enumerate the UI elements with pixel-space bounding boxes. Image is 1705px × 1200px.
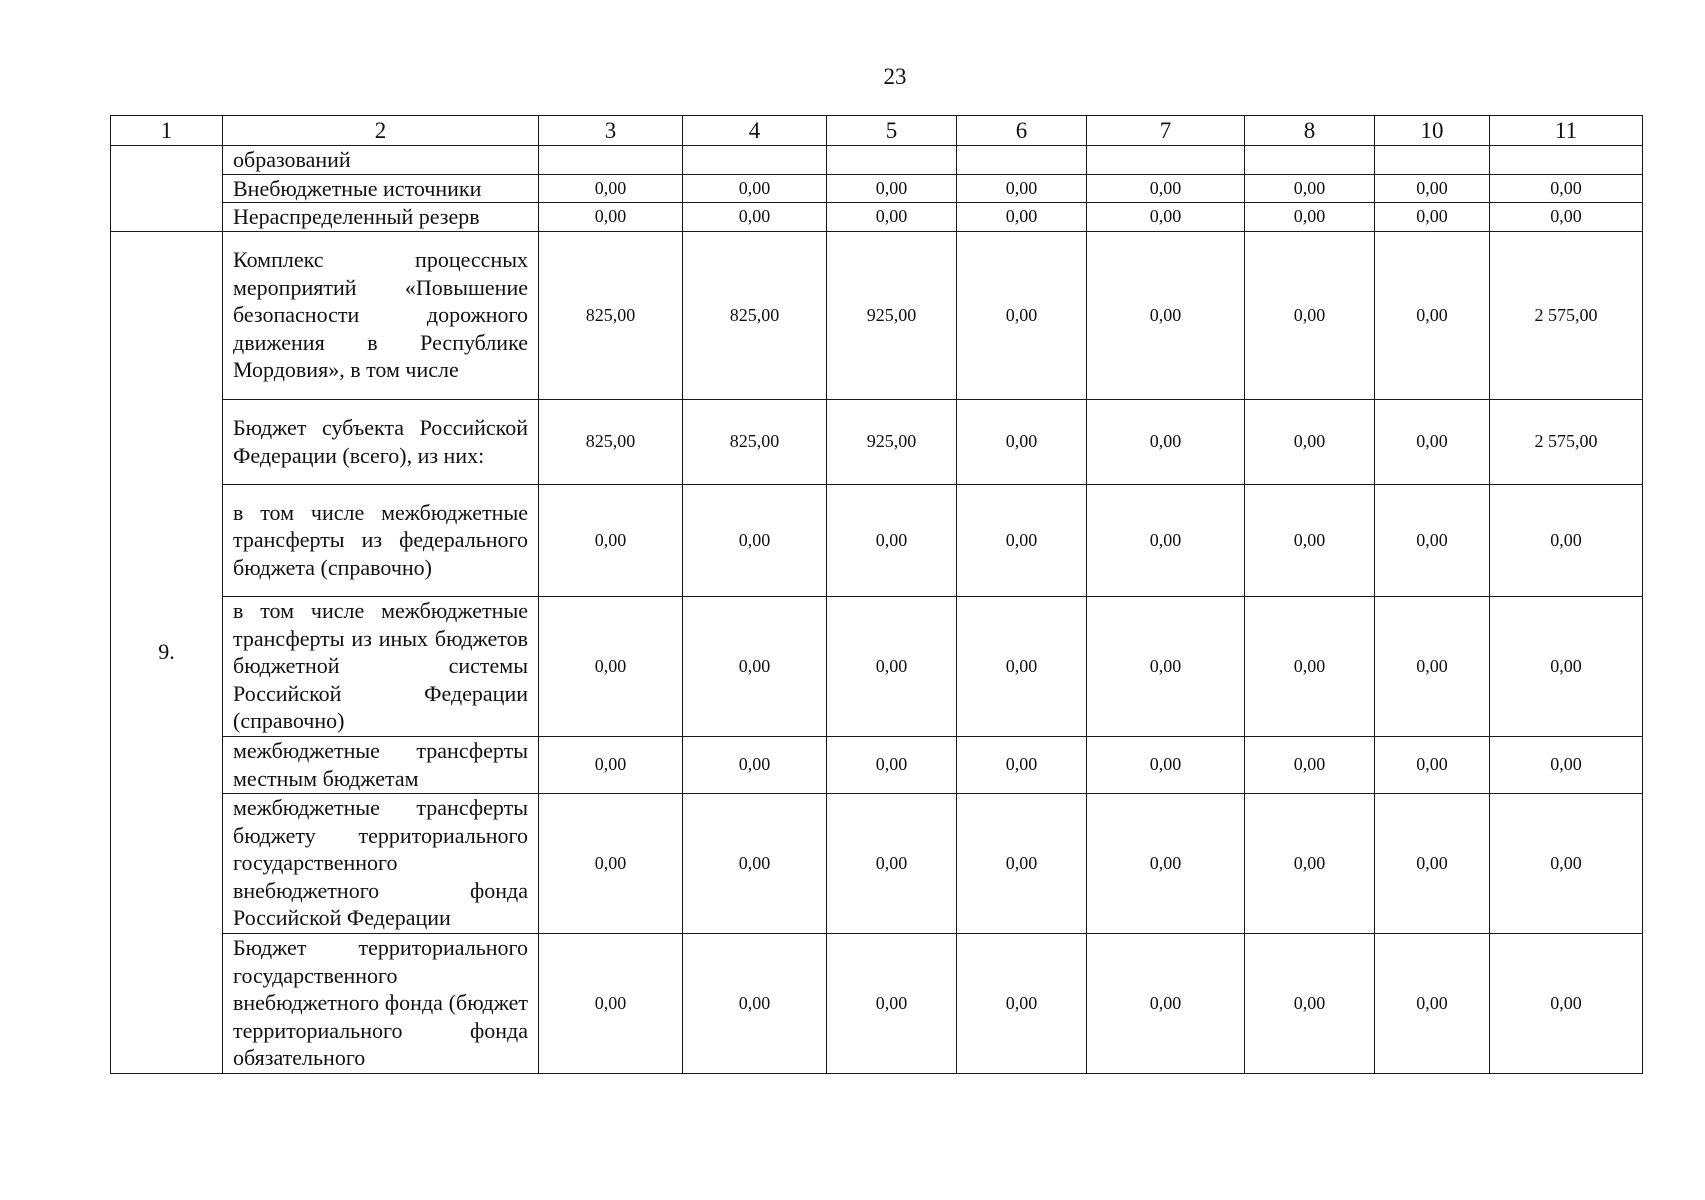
value-cell: 0,00: [539, 484, 683, 596]
value-cell: 0,00: [1087, 174, 1245, 203]
value-cell: 0,00: [683, 174, 827, 203]
value-cell: 825,00: [683, 399, 827, 484]
value-cell: 825,00: [539, 231, 683, 399]
table-row: [111, 793, 1643, 933]
value-cell: 0,00: [957, 203, 1087, 232]
row-name: в том числе межбюджетные трансферты из федерального бюджета (справочно): [223, 484, 539, 596]
value-cell: 0,00: [1245, 174, 1375, 203]
column-header: 4: [683, 116, 827, 146]
budget-table: [110, 115, 1643, 1074]
row-index: 9.: [111, 231, 223, 1073]
value-cell: 0,00: [539, 174, 683, 203]
value-cell: 0,00: [1375, 203, 1490, 232]
table-row: [111, 399, 1643, 484]
value-cell: 0,00: [827, 596, 957, 736]
value-cell: 0,00: [827, 174, 957, 203]
value-cell: 0,00: [683, 933, 827, 1073]
value-cell: 0,00: [1245, 793, 1375, 933]
value-cell: 0,00: [683, 736, 827, 793]
value-cell: 0,00: [957, 933, 1087, 1073]
value-cell: 0,00: [1087, 484, 1245, 596]
value-cell: 0,00: [1087, 596, 1245, 736]
table-row: [111, 174, 1643, 203]
header-row: [111, 116, 1643, 146]
value-cell: 0,00: [1245, 484, 1375, 596]
column-header: 10: [1375, 116, 1490, 146]
value-cell: [827, 146, 957, 175]
table-row: [111, 933, 1643, 1073]
column-header: 6: [957, 116, 1087, 146]
value-cell: 0,00: [1245, 933, 1375, 1073]
value-cell: 0,00: [1375, 596, 1490, 736]
value-cell: 0,00: [1087, 203, 1245, 232]
row-name: Внебюджетные источники: [223, 174, 539, 203]
value-cell: 0,00: [539, 203, 683, 232]
column-header: 3: [539, 116, 683, 146]
value-cell: 0,00: [957, 736, 1087, 793]
value-cell: 0,00: [539, 933, 683, 1073]
value-cell: 0,00: [1375, 399, 1490, 484]
value-cell: 0,00: [683, 484, 827, 596]
value-cell: 0,00: [957, 231, 1087, 399]
row-name: Бюджет субъекта Российской Федерации (всего), из них:: [223, 399, 539, 484]
row-name: Нераспределенный резерв: [223, 203, 539, 232]
value-cell: 0,00: [1375, 484, 1490, 596]
column-header: 1: [111, 116, 223, 146]
value-cell: 0,00: [539, 793, 683, 933]
value-cell: 0,00: [1375, 174, 1490, 203]
value-cell: 0,00: [827, 736, 957, 793]
column-header: 8: [1245, 116, 1375, 146]
value-cell: 0,00: [539, 596, 683, 736]
value-cell: 0,00: [1490, 793, 1643, 933]
value-cell: 0,00: [957, 174, 1087, 203]
value-cell: 0,00: [1375, 793, 1490, 933]
value-cell: 2 575,00: [1490, 231, 1643, 399]
value-cell: 0,00: [1375, 231, 1490, 399]
page-number: 23: [883, 64, 907, 89]
value-cell: 0,00: [827, 793, 957, 933]
value-cell: [957, 146, 1087, 175]
row-name: Бюджет территориального государственного внебюджетного фонда (бюджет территориального фонда обязательного: [223, 933, 539, 1073]
value-cell: 0,00: [1490, 596, 1643, 736]
value-cell: 0,00: [1490, 174, 1643, 203]
value-cell: 0,00: [827, 933, 957, 1073]
row-name: межбюджетные трансферты бюджету территориального государственного внебюджетного фонда Российской Федерации: [223, 793, 539, 933]
row-name: образований: [223, 146, 539, 175]
value-cell: 0,00: [957, 596, 1087, 736]
value-cell: 0,00: [1087, 793, 1245, 933]
value-cell: 0,00: [1245, 203, 1375, 232]
value-cell: 0,00: [1490, 203, 1643, 232]
value-cell: 0,00: [1490, 484, 1643, 596]
value-cell: [1375, 146, 1490, 175]
value-cell: 0,00: [1375, 736, 1490, 793]
value-cell: [539, 146, 683, 175]
value-cell: [1087, 146, 1245, 175]
value-cell: 0,00: [1245, 596, 1375, 736]
table-row: [111, 146, 1643, 175]
value-cell: [1245, 146, 1375, 175]
value-cell: 2 575,00: [1490, 399, 1643, 484]
value-cell: 0,00: [1087, 736, 1245, 793]
value-cell: 0,00: [683, 596, 827, 736]
table-row: [111, 231, 1643, 399]
row-name: Комплекс процессных мероприятий «Повышение безопасности дорожного движения в Республике Мордовия», в том числе: [223, 231, 539, 399]
value-cell: 0,00: [683, 793, 827, 933]
value-cell: [1490, 146, 1643, 175]
value-cell: 0,00: [957, 484, 1087, 596]
value-cell: 0,00: [1245, 231, 1375, 399]
value-cell: 925,00: [827, 399, 957, 484]
value-cell: 0,00: [683, 203, 827, 232]
value-cell: 0,00: [1087, 231, 1245, 399]
value-cell: 925,00: [827, 231, 957, 399]
value-cell: 825,00: [683, 231, 827, 399]
value-cell: 0,00: [827, 203, 957, 232]
value-cell: 0,00: [827, 484, 957, 596]
column-header: 2: [223, 116, 539, 146]
table-row: [111, 484, 1643, 596]
value-cell: 0,00: [1375, 933, 1490, 1073]
value-cell: 0,00: [1245, 399, 1375, 484]
row-name: в том числе межбюджетные трансферты из иных бюджетов бюджетной системы Российской Федерации (справочно): [223, 596, 539, 736]
row-name: межбюджетные трансферты местным бюджетам: [223, 736, 539, 793]
value-cell: 0,00: [1490, 933, 1643, 1073]
table-row: [111, 596, 1643, 736]
value-cell: 825,00: [539, 399, 683, 484]
column-header: 7: [1087, 116, 1245, 146]
row-index: [111, 146, 223, 232]
value-cell: 0,00: [957, 399, 1087, 484]
value-cell: 0,00: [539, 736, 683, 793]
value-cell: 0,00: [1245, 736, 1375, 793]
table-row: [111, 736, 1643, 793]
value-cell: [683, 146, 827, 175]
table-row: [111, 203, 1643, 232]
column-header: 5: [827, 116, 957, 146]
value-cell: 0,00: [1490, 736, 1643, 793]
value-cell: 0,00: [1087, 399, 1245, 484]
value-cell: 0,00: [957, 793, 1087, 933]
value-cell: 0,00: [1087, 933, 1245, 1073]
column-header: 11: [1490, 116, 1643, 146]
